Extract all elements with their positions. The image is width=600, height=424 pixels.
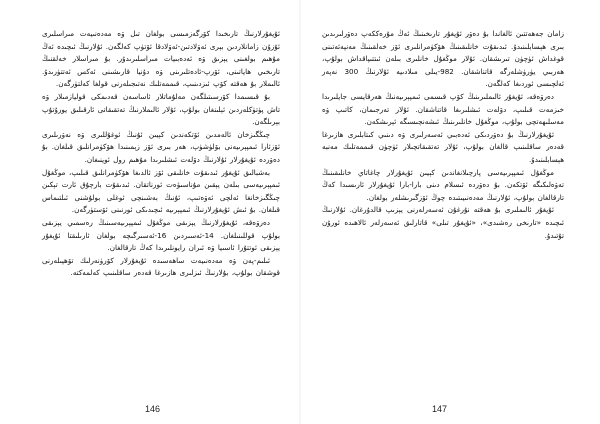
left-paragraph-1: ئۇيغۇرلارنىڭ تارىخىدا كۆرگەزمىسى بولغان تىل ۋە مەدەنىيەت مىراسلىرى ئۇزۇن زامانلاردىن بېرى ئەۋلادتىن-ئەۋلادقا ئۆتۈپ كەلگەن. ئۇلارنىڭ ئىچىدە ئەڭ مۇھىم بولغىنى يېزىق ۋە ئەدەبىيات مىراسلىرىدۇر. بۇ مىراسلار خەلقنىڭ تارىخىي ھاياتىنى، ئۆرپ-ئادەتلىرىنى ۋە دۇنيا قارىشىنى ئەكس ئەتتۈرىدۇ. ئالىملار بۇ ھەقتە كۆپ ئىزدىنىپ، قىممەتلىك نەتىجىلەرنى قولغا كەلتۈرگەن.	[42, 29, 280, 89]
left-paragraph-2: بۇ قىسىمدا كۆرسىتىلگەن مەلۇماتلار ئاساسەن قەدىمكى قوليازمىلار ۋە تاش پۈتۈكلەردىن ئېلىنغان بولۇپ، ئۇلار ئالىملارنىڭ تەتقىقاتى ئارقىلىق يورۇتۇپ بېرىلگەن.	[42, 91, 280, 127]
right-paragraph-1: زامان جەھەتتىن ئالغاندا بۇ دەۋر ئۇيغۇر تارىخىنىڭ ئەڭ مۇرەككەپ دەۋرلىرىدىن بىرى ھېسابلىنىدۇ. ئىدىقۇت خانلىقىنىڭ ھۆكۈمرانلىرى ئۆز خەلقىنىڭ مەنپەئەتىنى قوغداش ئۈچۈن تىرىشقان. ئۇلار موڭغۇل خانلىرى بىلەن ئىتتىپاقداش بولۇپ، ھەربىي يۈرۈشلەرگە قاتناشقان. 982-يىلى مىلادىيە ئۇلارنىڭ 300 نەپەر ئەلچىسى ئوردىغا كەلگەن.	[322, 29, 565, 89]
right-paragraph-3: ئۇيغۇرلارنىڭ بۇ دەۋردىكى ئەدەبىي ئەسەرلىرى ۋە دىنىي كىتابلىرى ھازىرغا قەدەر ساقلىنىپ قالغان بولۇپ، ئۇلار تەتقىقاتچىلار ئۈچۈن قىممەتلىك مەنبە ھېسابلىنىدۇ.	[322, 129, 564, 164]
left-paragraph-3: چىڭگىزخان ئالەمدىن ئۆتكەندىن كېيىن ئۇنىڭ ئوغۇللىرى ۋە نەۋرىلىرى ئۆزئارا ئىمپېرىيەنى بۆلۈشۈپ، ھەر بىرى ئۆز زېمىنىدا ھۆكۈمرانلىق قىلغان. بۇ دەۋردە ئۇيغۇرلار ئۇلارنىڭ دۆلەت ئىشلىرىدا مۇھىم رول ئوينىغان.	[42, 129, 280, 164]
left-paragraph-4: بەشبالىق ئۇيغۇر ئىدىقۇت خانلىقى ئۆز ئالدىغا ھۆكۈمرانلىق قىلىپ، موڭغۇل ئىمپېرىيەسى بىلەن يېقىن مۇناسىۋەت ئورناتقان. ئىدىقۇت بارچۇق ئارت تېكىن چىڭگىزخانغا ئەلچى ئەۋەتىپ، ئۇنىڭ بەشىنچى ئوغلى بولۇشنى ئىلتىماس قىلغان. بۇ ئىش ئۇيغۇرلارنىڭ ئىمپېرىيە ئىچىدىكى ئورنىنى ئۆستۈرگەن.	[42, 167, 280, 215]
right-paragraph-5: ئۇيغۇر ئالىملىرى بۇ ھەقتە نۇرغۇن ئەسەرلەرنى يېزىپ قالدۇرغان. ئۇلارنىڭ ئىچىدە «تارىخى رەشىدى»، «ئۇيغۇر تىلى» قاتارلىق ئەسەرلەر ئالاھىدە ئورۇن تۇتىدۇ.	[322, 205, 564, 240]
right-paragraph-2: دەرۋەقە، ئۇيغۇر ئالىملىرىنىڭ كۆپ قىسمى ئىمپېرىيەنىڭ ھەرقايسى جايلىرىدا خىزمەت قىلىپ، دۆلەت ئىشلىرىغا قاتناشقان. ئۇلار تەرجىمان، كاتىپ ۋە مەسلىھەتچى بولۇپ، موڭغۇل خانلىرىنىڭ ئىشەنچىسىگە ئېرىشكەن.	[322, 91, 564, 127]
left-paragraph-5: دەرۋەقە، ئۇيغۇرلارنىڭ يېزىقى موڭغۇل ئىمپېرىيەسىنىڭ رەسمىي يېزىقى بولۇپ قوللىنىلغان. 14-ئەسىردىن 16-ئەسىرگىچە بولغان ئارىلىقتا ئۇيغۇر يېزىقى ئوتتۇرا ئاسىيا ۋە ئىران رايونلىرىدا كەڭ تارقالغان.	[42, 217, 281, 253]
right-page-number: 147	[432, 404, 448, 414]
right-paragraph-4: موڭغۇل ئىمپېرىيەسى پارچىلانغاندىن كېيىن ئۇيغۇرلار چاغاتاي خانلىقىنىڭ تەۋەلىكىگە ئۆتكەن. بۇ دەۋردە ئىسلام دىنى بارا-بارا ئۇيغۇرلار ئارىسىدا كەڭ تارقالغان بولۇپ، ئۇلارنىڭ مەدەنىيىتىدە چوڭ ئۆزگىرىشلەر بولغان.	[322, 167, 564, 202]
left-page-number: 146	[145, 404, 161, 414]
right-page	[300, 0, 600, 424]
left-paragraph-6: ئىلىم-پەن ۋە مەدەنىيەت ساھەسىدە ئۇيغۇرلار كۆرۈنەرلىك تۆھپىلەرنى قوشقان بولۇپ، بۇلارنىڭ ئىزلىرى ھازىرغا قەدەر ساقلىنىپ كەلمەكتە.	[42, 255, 280, 278]
